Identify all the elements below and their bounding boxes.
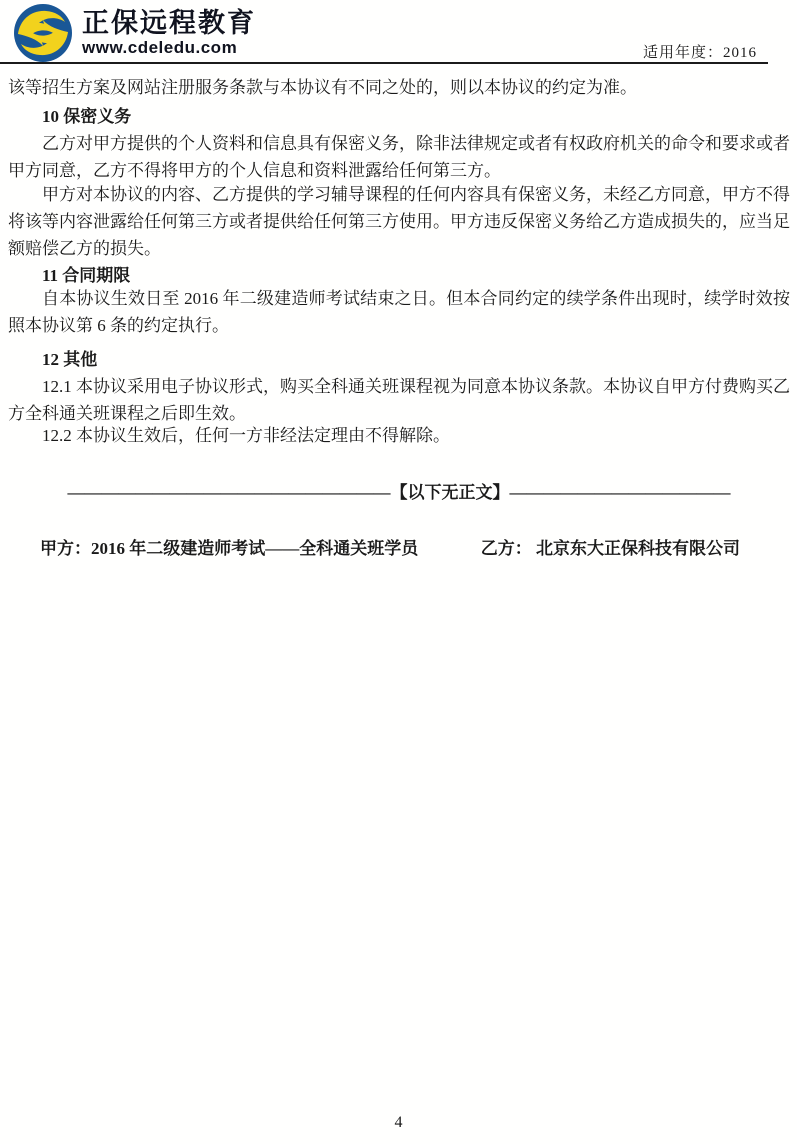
header-divider-rule: [0, 62, 768, 64]
section-10-heading: 10 保密义务: [42, 107, 132, 126]
contract-body: [8, 65, 790, 562]
swirl-logo-icon: [14, 4, 72, 62]
page-number: 4: [394, 1114, 403, 1131]
divider-dashes-right: —————————————: [509, 483, 731, 502]
section-12-paragraph-1: 12.1 本协议采用电子协议形式，购买全科通关班课程视为同意本协议条款。本协议自甲方付费购买乙方全科通关班课程之后即生效。: [8, 377, 790, 423]
section-12-heading: 12 其他: [42, 350, 98, 369]
section-12-paragraph-2: 12.2 本协议生效后，任何一方非经法定理由不得解除。: [42, 426, 450, 445]
no-more-text-divider: [8, 479, 790, 506]
brand-text-block: [82, 8, 256, 58]
party-a-signature: 甲方：2016 年二级建造师考试——全科通关班学员: [40, 539, 419, 558]
section-11-paragraph-1: 自本协议生效日至 2016 年二级建造师考试结束之日。但本合同约定的续学条件出现时，续学时效按照本协议第 6 条的约定执行。: [8, 289, 790, 335]
section-10-paragraph-2: 甲方对本协议的内容、乙方提供的学习辅导课程的任何内容具有保密义务，未经乙方同意，甲方不得将该等内容泄露给任何第三方或者提供给任何第三方使用。甲方违反保密义务给乙方造成损失的，应当足额赔偿乙方的损失。: [8, 185, 790, 258]
applicable-year-label: 适用年度：2016: [642, 45, 757, 61]
brand-logo: [14, 4, 256, 62]
signature-row: [8, 535, 790, 562]
brand-name: 正保远程教育: [82, 8, 256, 38]
brand-website: www.cdeledu.com: [82, 38, 238, 57]
intro-paragraph: 该等招生方案及网站注册服务条款与本协议有不同之处的，则以本协议的约定为准。: [8, 78, 637, 97]
party-b-signature: 乙方： 北京东大正保科技有限公司: [480, 539, 740, 558]
section-11-heading: 11 合同期限: [42, 266, 131, 285]
divider-dashes-left: ———————————————————: [67, 483, 391, 502]
divider-label: 【以下无正文】: [390, 483, 510, 502]
section-10-paragraph-1: 乙方对甲方提供的个人资料和信息具有保密义务，除非法律规定或者有权政府机关的命令和要求或者甲方同意，乙方不得将甲方的个人信息和资料泄露给任何第三方。: [8, 134, 790, 180]
